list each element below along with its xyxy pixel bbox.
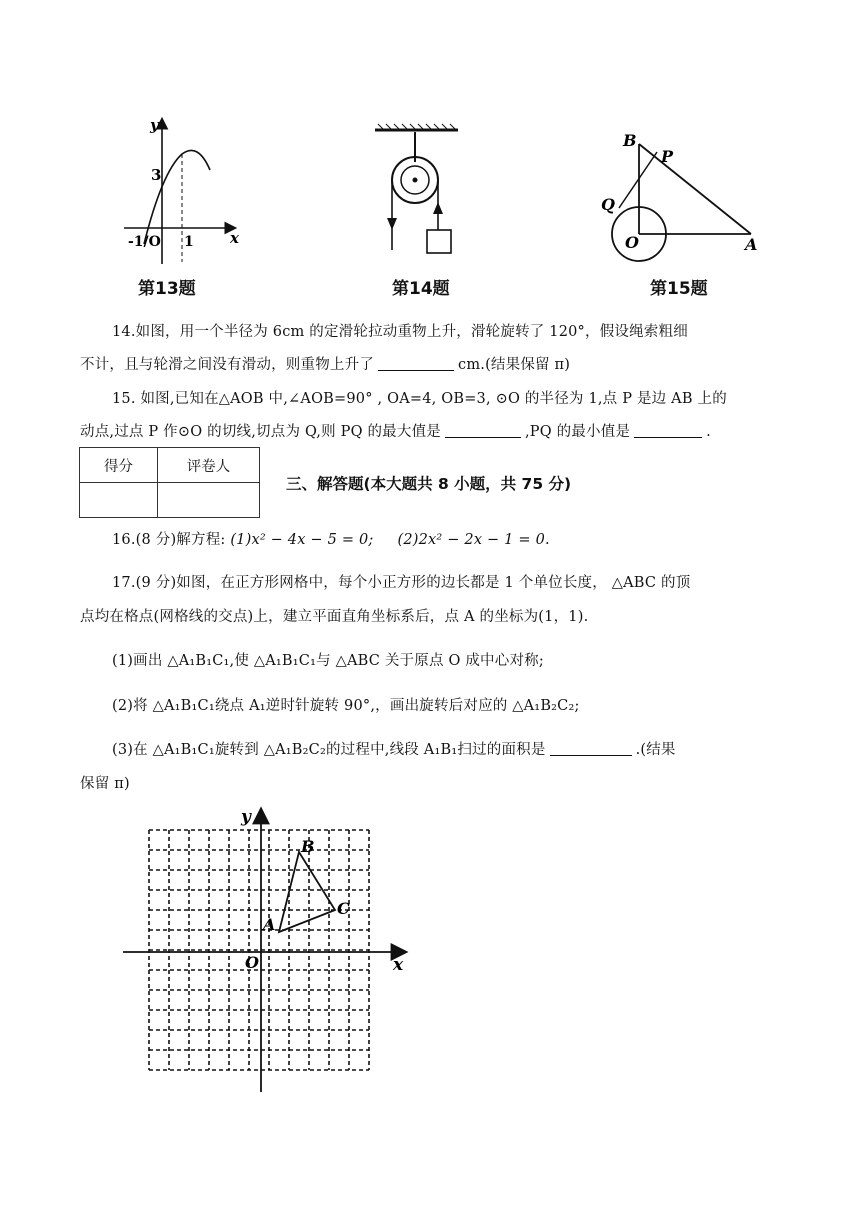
fig15-label-P: P <box>661 147 674 166</box>
q17-part3-line2: 保留 π) <box>80 776 130 792</box>
q14-line2 <box>80 353 570 374</box>
fig15-label-A: A <box>745 235 758 254</box>
q17-part2: (2)将 △A₁B₁C₁绕点 A₁逆时针旋转 90°,，画出旋转后对应的 △A₁B₂C₂; <box>112 698 580 714</box>
q17-part3-end: .(结果 <box>635 742 676 758</box>
triangle-ABC <box>279 852 335 932</box>
q14-line1: 14.如图，用一个半径为 6cm 的定滑轮拉动重物上升，滑轮旋转了 120°，假设绳索粗细 <box>112 324 688 340</box>
figure-14-pulley <box>370 122 470 262</box>
score-header: 得分 <box>80 448 158 483</box>
fig13-label-1: 1 <box>184 234 194 250</box>
grader-header: 评卷人 <box>158 448 260 483</box>
q14-line2-end: cm.(结果保留 π) <box>458 357 571 373</box>
q17-part3 <box>112 738 676 759</box>
fig15-label-O: O <box>625 233 639 252</box>
q15-line1: 15. 如图,已知在△AOB 中,∠AOB=90° , OA=4, OB=3, ⊙O 的半径为 1,点 P 是边 AB 上的 <box>112 391 727 407</box>
fig13-y-label: y <box>150 116 159 134</box>
q17-part1: (1)画出 △A₁B₁C₁,使 △A₁B₁C₁与 △ABC 关于原点 O 成中心对称; <box>112 653 544 669</box>
grid-x-label: x <box>393 955 404 975</box>
figure-15-triangle <box>595 124 775 264</box>
fig13-x-label: x <box>230 229 239 247</box>
fig13-caption: 第13题 <box>138 279 196 299</box>
q17-area-blank <box>550 741 632 756</box>
q15-max-blank <box>445 423 521 438</box>
score-table <box>79 447 260 518</box>
q15-line2-text: 动点,过点 P 作⊙O 的切线,切点为 Q,则 PQ 的最大值是 <box>80 424 441 440</box>
fig15-caption: 第15题 <box>650 279 708 299</box>
q17-line2: 点均在格点(网格线的交点)上，建立平面直角坐标系后，点 A 的坐标为(1，1). <box>80 609 589 625</box>
q17-part3-text: (3)在 △A₁B₁C₁旋转到 △A₁B₂C₂的过程中,线段 A₁B₁扫过的面积是 <box>112 742 546 758</box>
grader-cell <box>158 483 260 518</box>
fig14-caption: 第14题 <box>392 279 450 299</box>
fig13-label-origin: -1/O <box>128 234 161 250</box>
fig15-label-B: B <box>623 131 637 150</box>
q16-prefix: 16.(8 分)解方程: <box>112 532 231 548</box>
q15-line2 <box>80 420 711 441</box>
section-3-heading: 三、解答题(本大题共 8 小题，共 75 分) <box>286 475 572 493</box>
coordinate-grid <box>115 800 415 1100</box>
q16-eq1: (1)x² − 4x − 5 = 0; <box>230 532 374 548</box>
q15-min-blank <box>634 423 702 438</box>
grid-label-C: C <box>337 899 350 918</box>
grid-label-B: B <box>301 837 315 856</box>
q14-line2-text: 不计，且与轮滑之间没有滑动，则重物上升了 <box>80 357 374 373</box>
fig13-label-3: 3 <box>151 166 162 184</box>
q16-eq2: (2)2x² − 2x − 1 = 0. <box>397 532 550 548</box>
q15-line2-end: . <box>706 424 711 440</box>
fig15-label-Q: Q <box>601 195 615 214</box>
q16-line <box>112 528 550 549</box>
grid-y-label: y <box>241 807 251 827</box>
figure-13-parabola <box>118 112 248 272</box>
grid-lines <box>149 830 369 1070</box>
q15-line2-mid: ,PQ 的最小值是 <box>524 424 631 440</box>
score-cell <box>80 483 158 518</box>
q17-line1: 17.(9 分)如图，在正方形网格中，每个小正方形的边长都是 1 个单位长度， △ABC 的顶 <box>112 575 691 591</box>
q14-answer-blank <box>378 356 454 371</box>
grid-label-A: A <box>263 915 276 934</box>
grid-origin-label: O <box>245 953 259 972</box>
